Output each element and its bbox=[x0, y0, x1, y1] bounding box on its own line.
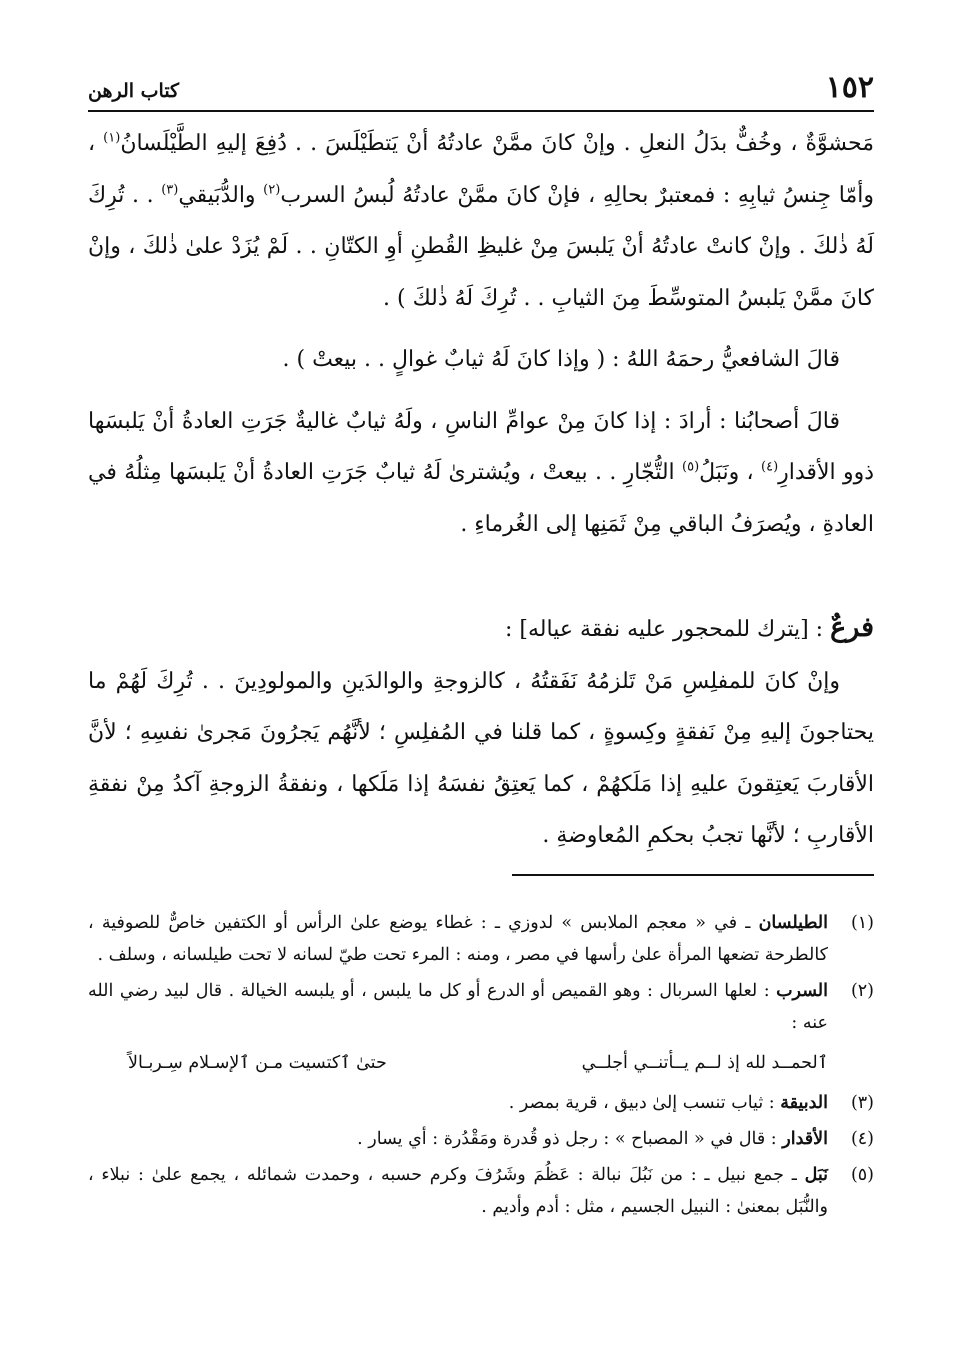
main-text bbox=[88, 118, 874, 862]
footnote-4 bbox=[88, 1123, 874, 1155]
footnote-ref-3[interactable]: (٣) bbox=[161, 182, 179, 198]
footnote-term: الدبيقة bbox=[780, 1093, 828, 1113]
footnote-ref-1[interactable]: (١) bbox=[103, 130, 121, 146]
footnote-divider bbox=[512, 874, 874, 876]
footnote-text: ـ في « معجم الملابس » لدوزي ـ : غطاء يوضع علىٰ الرأس أو الكتفين خاصٌّ للصوفية ، كالطرحة تضعها المرأة علىٰ رأسها في مصر ، ومنه : المرء تحت طيّ لسانه لا تحت طيلسانه ، وسلف . bbox=[88, 913, 828, 965]
footnote-text: ـ جمع نبيل ـ : من نَبُلَ نبالة : عَظُمَ وشَرُفَ وكرم حسبه ، وحمدت شمائله ، يجمع علىٰ : نبلاء ، والنُّبَل بمعنىٰ : النبيل الجسيم ، مثل : أدم وأديم . bbox=[88, 1165, 828, 1217]
text-run: التُّجّارِ . . بيعتْ ، ويُشترىٰ لَهُ ثيابٌ جَرَتِ العادةُ أنْ يَلبسَها مِثلُهُ في العادةِ ، ويُصرَفُ الباقي مِنْ ثَمَنِها إلى الغُرماءِ . bbox=[88, 460, 874, 537]
footnote-number: (٥) bbox=[850, 1165, 874, 1185]
verse-second-hemistich: حتىٰ ٱكتسيت مـن ٱلإسـلام سِـربـالاً bbox=[128, 1053, 387, 1073]
footnote-term: السرب bbox=[776, 981, 828, 1001]
paragraph-4: وإنْ كانَ للمفلِسِ مَنْ تَلزمُهُ نَفَقتُهُ ، كالزوجةِ والوالدَينِ والمولودِينَ . . تُرِكَ لَهُمْ ما يحتاجونَ إليهِ مِنْ نَفقةٍ وكِسوةٍ ، كما قلنا في المُفلِسِ ؛ لأنَّهُم يَجرُونَ مَجرىٰ نفسِهِ ؛ لأنَّ الأقاربَ يَعتِقونَ عليهِ إذا مَلَكهُمْ ، كما يَعتِقُ نفسَهُ إذا مَلَكها ، ونفقةُ الزوجةِ آكدُ مِنْ نفقةِ الأقاربِ ؛ لأنَّها تجبُ بحكمِ المُعاوضةِ . bbox=[88, 668, 874, 848]
text-run: قالَ أصحابُنا : أرادَ : إذا كانَ مِنْ عوامِّ الناسِ ، ولَهُ ثيابٌ غاليةٌ جَرَتِ العادةُ أنْ يَلبسَها ذوو الأقدارِ bbox=[88, 408, 874, 485]
footnote-term: الأقدار bbox=[782, 1129, 828, 1149]
footnote-term: نَبَل bbox=[804, 1165, 828, 1185]
footnote-body bbox=[88, 975, 828, 1083]
footnote-text: : لعلها السربال : وهو القميص أو الدرع أو كل ما يلبس ، أو يلبسه الخيالة . قال لبيد رضي الله عنه : bbox=[88, 981, 828, 1033]
footnotes bbox=[88, 903, 874, 1223]
footnote-ref-5[interactable]: (٥) bbox=[682, 459, 700, 475]
footnote-body bbox=[88, 907, 828, 971]
book-title: كتاب الرهن bbox=[88, 80, 180, 102]
footnote-3 bbox=[88, 1087, 874, 1119]
footnote-2 bbox=[88, 975, 874, 1083]
section-heading bbox=[88, 602, 874, 656]
paragraph-2: قالَ الشافعيُّ رحمَهُ اللهُ : ( وإذا كانَ لَهُ ثيابٌ غوالٍ . . بيعتْ ) . bbox=[282, 347, 840, 372]
footnote-body bbox=[88, 1123, 828, 1155]
footnote-text: : قال في « المصباح » : رجل ذو قُدرة ومَقْدُرة : أي يسار . bbox=[357, 1129, 783, 1149]
footnote-ref-4[interactable]: (٤) bbox=[761, 459, 779, 475]
text-run: ، ونَبَلُ bbox=[699, 460, 761, 485]
footnote-text: : ثياب تنسب إلىٰ دبيق ، قرية بمصر . bbox=[508, 1093, 781, 1113]
footnote-number: (٢) bbox=[850, 981, 874, 1001]
footnote-term: الطيلسان bbox=[758, 913, 828, 933]
text-run: والدُّبَيقي bbox=[178, 182, 264, 208]
text-run: . . تُرِكَ لَهُ ذٰلكَ . وإنْ كانتْ عادتُهُ أنْ يَلبسَ مِنْ غليظِ القُطنِ أوِ الكتّانِ . . لَمْ يُزَدْ علىٰ ذٰلكَ ، وإنْ كانَ ممَّنْ يَلبسُ المتوسِّطَ مِنَ الثيابِ . . تُرِكَ لَهُ ذٰلكَ ) . bbox=[88, 182, 874, 311]
footnote-number: (٣) bbox=[850, 1093, 874, 1113]
footnote-1 bbox=[88, 907, 874, 971]
page-header bbox=[88, 70, 874, 112]
page-number: ١٥٢ bbox=[825, 70, 874, 105]
branch-label: فرعٌ bbox=[830, 612, 874, 643]
paragraph-1 bbox=[88, 118, 874, 324]
footnote-number: (٤) bbox=[850, 1129, 874, 1149]
text-run: مَحشوَّةٌ ، وخُفٌّ بدَلُ النعلِ . وإنْ كانَ ممَّنْ عادتُهُ أنْ يَتطَيْلَسَ . . دُفِعَ إليهِ الطَّيْلَسانُ bbox=[120, 131, 874, 156]
footnote-body bbox=[88, 1087, 828, 1119]
text-run: ، وأمّا جِنسُ ثيابِهِ : فمعتبرٌ بحالِهِ ، فإنْ كانَ ممَّنْ عادتُهُ لُبسُ السرب bbox=[88, 131, 874, 208]
footnote-number: (١) bbox=[850, 913, 874, 933]
branch-title: : [يترك للمحجور عليه نفقة عياله] : bbox=[505, 617, 831, 642]
footnote-body bbox=[88, 1159, 828, 1223]
poem-verse bbox=[88, 1047, 828, 1079]
verse-first-hemistich: ٱلحمــد لله إذ لــم يــأتنــي أجلــي bbox=[581, 1053, 828, 1073]
footnote-ref-2[interactable]: (٢) bbox=[263, 182, 281, 198]
footnote-5 bbox=[88, 1159, 874, 1223]
paragraph-3 bbox=[88, 396, 874, 551]
